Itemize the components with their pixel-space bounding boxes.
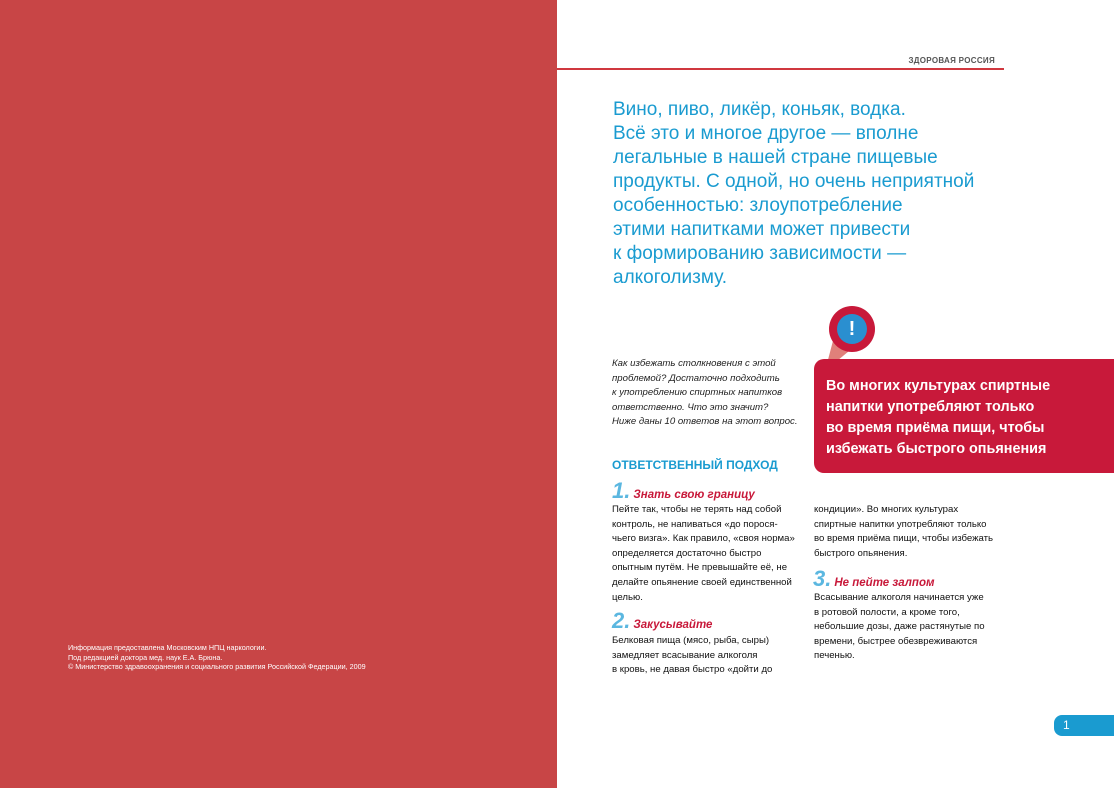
- page-number: 1: [1063, 718, 1070, 732]
- credits-block: [68, 643, 366, 672]
- body-line: Всасывание алкоголя начинается уже: [814, 592, 984, 603]
- body-line: определяется достаточно быстро: [612, 547, 762, 559]
- body-line: в кровь, не давая быстро «дойти до: [612, 664, 773, 676]
- item-number: 1.: [612, 478, 631, 503]
- lead-paragraph: [613, 98, 1033, 290]
- exclamation-icon: !: [837, 314, 867, 344]
- body-line: Пейте так, чтобы не терять над собой: [612, 504, 782, 515]
- item-1-heading: [612, 478, 755, 504]
- callout-line: напитки употребляют только: [826, 399, 1035, 415]
- callout-line: во время приёма пищи, чтобы: [826, 420, 1045, 436]
- right-page: [557, 0, 1114, 788]
- page-number-tab: [1054, 715, 1114, 736]
- body-line: Белковая пища (мясо, рыба, сыры): [612, 635, 770, 646]
- exclamation-bubble: [829, 306, 875, 352]
- lead-line: особенностью: злоупотребление: [613, 195, 903, 216]
- body-line: во время приёма пищи, чтобы избежать: [814, 533, 994, 545]
- item-title: Закусывайте: [633, 619, 713, 631]
- body-line: спиртные напитки употребляют только: [814, 518, 987, 530]
- body-line: делайте опьянение своей единственной: [612, 576, 792, 588]
- lead-line: продукты. С одной, но очень неприятной: [613, 171, 975, 192]
- item-number: 2.: [612, 608, 631, 633]
- lead-line: Всё это и многое другое — вполне: [613, 123, 919, 144]
- lead-line: Вино, пиво, ликёр, коньяк, водка.: [613, 99, 906, 120]
- body-line: опытным путём. Не превышайте её, не: [612, 562, 788, 574]
- item-2-continuation: [814, 503, 993, 561]
- item-title: Знать свою границу: [633, 489, 755, 501]
- intro-line: ответственно. Что это значит?: [612, 401, 769, 413]
- intro-line: Ниже даны 10 ответов на этот вопрос.: [612, 416, 798, 428]
- item-number: 3.: [813, 566, 832, 591]
- lead-line: этими напитками может привести: [613, 219, 911, 240]
- credits-line: Под редакцией доктора мед. наук Е.А. Брюна.: [68, 652, 223, 662]
- body-line: чьего визга». Как правило, «своя норма»: [612, 533, 795, 545]
- callout-text: [826, 376, 1050, 460]
- intro-line: к употреблению спиртных напитков: [612, 387, 783, 399]
- intro-line: Как избежать столкновения с этой: [612, 358, 776, 369]
- item-1-body: [612, 503, 795, 605]
- body-line: кондиции». Во многих культурах: [814, 504, 959, 515]
- intro-paragraph: [612, 357, 798, 430]
- body-line: быстрого опьянения.: [814, 547, 908, 559]
- callout-box: [814, 359, 1114, 473]
- item-3-heading: [813, 566, 934, 592]
- body-line: замедляет всасывание алкоголя: [612, 649, 758, 661]
- lead-line: к формированию зависимости —: [613, 243, 907, 264]
- body-line: в ротовой полости, а кроме того,: [814, 606, 960, 618]
- header-rule: [557, 68, 1004, 70]
- body-line: времени, быстрее обезвреживаются: [814, 635, 978, 647]
- body-line: печенью.: [814, 650, 855, 662]
- credits-line: © Министерство здравоохранения и социального развития Российской Федерации, 2009: [68, 662, 366, 671]
- item-2-body: [612, 634, 772, 678]
- credits-line: Информация предоставлена Московским НПЦ наркологии.: [68, 643, 267, 652]
- body-line: контроль, не напиваться «до порося-: [612, 518, 778, 530]
- item-3-body: [814, 591, 985, 664]
- running-head: ЗДОРОВАЯ РОССИЯ: [908, 56, 995, 65]
- item-title: Не пейте залпом: [834, 577, 935, 589]
- lead-line: алкоголизму.: [613, 267, 727, 288]
- intro-line: проблемой? Достаточно подходить: [612, 372, 780, 384]
- lead-line: легальные в нашей стране пищевые: [613, 147, 938, 168]
- body-line: целью.: [612, 591, 643, 603]
- body-line: небольшие дозы, даже растянутые по: [814, 621, 985, 633]
- section-title: ОТВЕТСТВЕННЫЙ ПОДХОД: [612, 458, 778, 472]
- callout-line: избежать быстрого опьянения: [826, 441, 1047, 457]
- item-2-heading: [612, 608, 712, 634]
- callout-line: Во многих культурах спиртные: [826, 378, 1051, 394]
